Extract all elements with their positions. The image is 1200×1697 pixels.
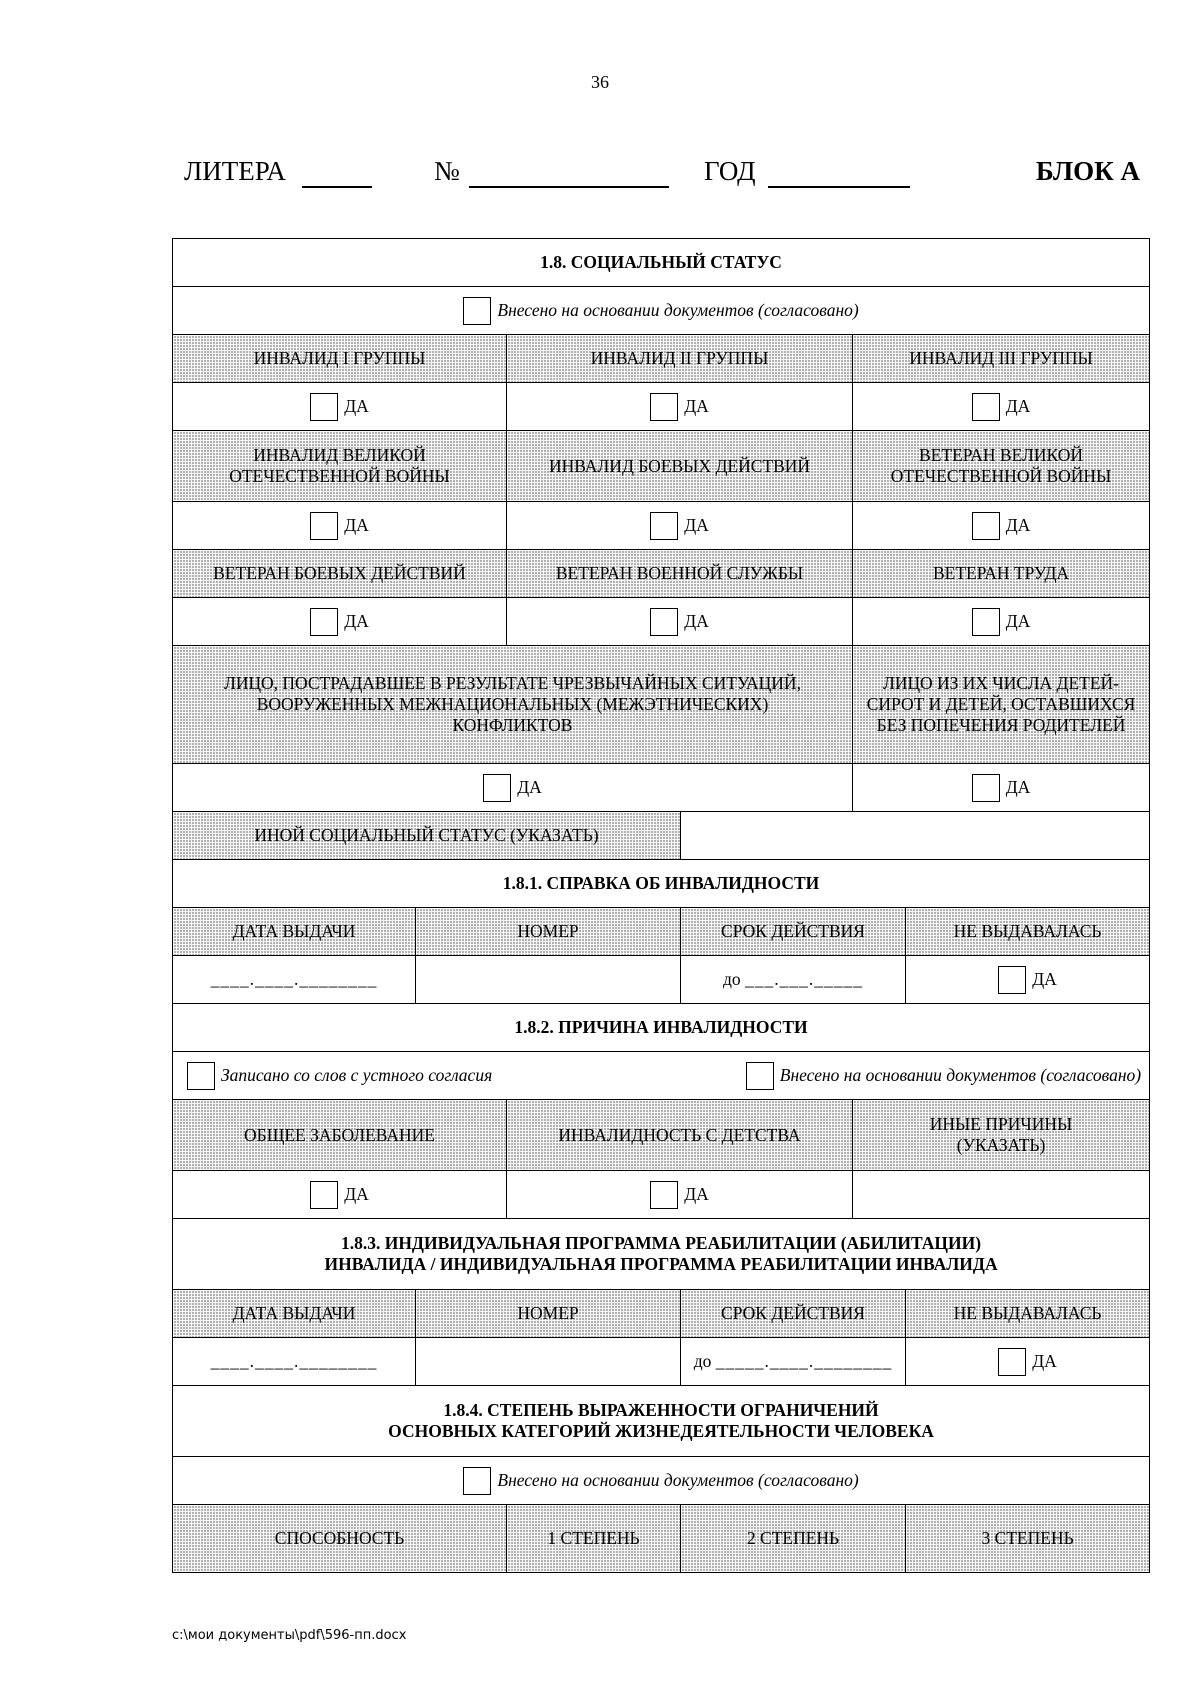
until-blank: _____.____.________	[715, 1351, 893, 1371]
yes-label: ДА	[344, 1184, 369, 1204]
header-labor-veteran: ВЕТЕРАН ТРУДА	[853, 550, 1150, 598]
header-number: НОМЕР	[416, 908, 681, 956]
file-path-footer: c:\мои документы\pdf\596-пп.docx	[172, 1628, 407, 1643]
yes-label: ДА	[1032, 969, 1057, 989]
consent-row	[173, 1052, 1150, 1100]
section-title-1-8-4	[173, 1386, 1150, 1457]
header-ability: СПОСОБНОСТЬ	[173, 1505, 507, 1573]
header-other-reasons: ИНЫЕ ПРИЧИНЫ (УКАЗАТЬ)	[853, 1100, 1150, 1171]
issue-date-field[interactable]	[173, 1338, 416, 1386]
checkbox-documents-limits[interactable]	[463, 1467, 491, 1495]
number-field[interactable]	[469, 186, 669, 188]
checkbox-labor-veteran[interactable]	[972, 608, 1000, 636]
checkbox-not-issued[interactable]	[998, 966, 1026, 994]
social-status-form	[172, 238, 1150, 1573]
litera-label: ЛИТЕРА	[184, 156, 286, 186]
yes-cell	[853, 502, 1150, 550]
header-childhood-disability: ИНВАЛИДНОСТЬ С ДЕТСТВА	[507, 1100, 853, 1171]
header-issue-date: ДАТА ВЫДАЧИ	[173, 908, 416, 956]
title-line-2: ИНВАЛИДА / ИНДИВИДУАЛЬНАЯ ПРОГРАММА РЕАБИЛИТАЦИИ ИНВАЛИДА	[324, 1254, 998, 1274]
yes-label: ДА	[684, 611, 709, 631]
form-header	[184, 156, 1140, 196]
other-status-field[interactable]	[681, 812, 1150, 860]
header-validity: СРОК ДЕЙСТВИЯ	[681, 908, 906, 956]
year-field[interactable]	[768, 186, 910, 188]
number-field[interactable]	[416, 956, 681, 1004]
header-degree-3: 3 СТЕПЕНЬ	[906, 1505, 1150, 1573]
other-reasons-field[interactable]	[853, 1171, 1150, 1219]
validity-field[interactable]	[681, 1338, 906, 1386]
yes-label: ДА	[684, 396, 709, 416]
checkbox-military-veteran[interactable]	[650, 608, 678, 636]
yes-label: ДА	[684, 515, 709, 535]
checkbox-war-disabled[interactable]	[310, 512, 338, 540]
checkbox-war-veteran[interactable]	[972, 512, 1000, 540]
number-label: №	[434, 156, 460, 186]
doc-note-label: Внесено на основании документов (согласовано)	[779, 1065, 1142, 1085]
yes-label: ДА	[1005, 777, 1031, 797]
yes-cell	[906, 1338, 1150, 1386]
yes-cell	[173, 502, 507, 550]
checkbox-documents-reason[interactable]	[746, 1062, 774, 1090]
yes-cell	[173, 764, 853, 812]
block-label: БЛОК А	[1035, 156, 1140, 186]
checkbox-documents[interactable]	[463, 297, 491, 325]
header-war-veteran: ВЕТЕРАН ВЕЛИКОЙ ОТЕЧЕСТВЕННОЙ ВОЙНЫ	[853, 431, 1150, 502]
yes-cell	[853, 383, 1150, 431]
header-war-disabled: ИНВАЛИД ВЕЛИКОЙ ОТЕЧЕСТВЕННОЙ ВОЙНЫ	[173, 431, 507, 502]
yes-cell	[507, 598, 853, 646]
title-line-2: ОСНОВНЫХ КАТЕГОРИЙ ЖИЗНЕДЕЯТЕЛЬНОСТИ ЧЕЛОВЕКА	[388, 1421, 934, 1441]
yes-cell	[507, 502, 853, 550]
yes-label: ДА	[684, 1184, 709, 1204]
yes-cell	[853, 598, 1150, 646]
section-title-1-8-3	[173, 1219, 1150, 1290]
header-combat-disabled: ИНВАЛИД БОЕВЫХ ДЕЙСТВИЙ	[507, 431, 853, 502]
header-military-veteran: ВЕТЕРАН ВОЕННОЙ СЛУЖБЫ	[507, 550, 853, 598]
yes-cell	[853, 764, 1150, 812]
page-number: 36	[591, 72, 609, 92]
yes-label: ДА	[1005, 611, 1031, 631]
section-title-1-8: 1.8. СОЦИАЛЬНЫЙ СТАТУС	[173, 239, 1150, 287]
header-orphan: ЛИЦО ИЗ ИХ ЧИСЛА ДЕТЕЙ-СИРОТ И ДЕТЕЙ, ОСТАВШИХСЯ БЕЗ ПОПЕЧЕНИЯ РОДИТЕЛЕЙ	[853, 646, 1150, 764]
oral-consent-label: Записано со слов с устного согласия	[221, 1065, 493, 1085]
header-general-disease: ОБЩЕЕ ЗАБОЛЕВАНИЕ	[173, 1100, 507, 1171]
yes-label: ДА	[1005, 396, 1031, 416]
header-issue-date: ДАТА ВЫДАЧИ	[173, 1290, 416, 1338]
checkbox-childhood-disability[interactable]	[650, 1181, 678, 1209]
header-disabled-group-2: ИНВАЛИД II ГРУППЫ	[507, 335, 853, 383]
checkbox-disabled-group-2[interactable]	[650, 393, 678, 421]
section-title-1-8-1: 1.8.1. СПРАВКА ОБ ИНВАЛИДНОСТИ	[173, 860, 1150, 908]
yes-cell	[173, 1171, 507, 1219]
yes-label: ДА	[344, 396, 369, 416]
number-field[interactable]	[416, 1338, 681, 1386]
header-other-status: ИНОЙ СОЦИАЛЬНЫЙ СТАТУС (УКАЗАТЬ)	[173, 812, 681, 860]
title-line-1: 1.8.3. ИНДИВИДУАЛЬНАЯ ПРОГРАММА РЕАБИЛИТАЦИИ (АБИЛИТАЦИИ)	[340, 1233, 982, 1253]
yes-label: ДА	[344, 611, 369, 631]
checkbox-combat-disabled[interactable]	[650, 512, 678, 540]
yes-cell	[507, 1171, 853, 1219]
yes-label: ДА	[344, 515, 369, 535]
header-not-issued: НЕ ВЫДАВАЛАСЬ	[906, 1290, 1150, 1338]
checkbox-combat-veteran[interactable]	[310, 608, 338, 636]
checkbox-disabled-group-1[interactable]	[310, 393, 338, 421]
header-disabled-group-1: ИНВАЛИД I ГРУППЫ	[173, 335, 507, 383]
checkbox-emergency-victim[interactable]	[483, 774, 511, 802]
doc-note-label: Внесено на основании документов (согласовано)	[497, 1470, 859, 1490]
checkbox-orphan[interactable]	[972, 774, 1000, 802]
section-title-1-8-2: 1.8.2. ПРИЧИНА ИНВАЛИДНОСТИ	[173, 1004, 1150, 1052]
issue-date-field[interactable]	[173, 956, 416, 1004]
yes-cell	[507, 383, 853, 431]
doc-note-row	[173, 1457, 1150, 1505]
header-not-issued: НЕ ВЫДАВАЛАСЬ	[906, 908, 1150, 956]
litera-field[interactable]	[302, 186, 372, 188]
yes-label: ДА	[1005, 515, 1031, 535]
year-label: ГОД	[704, 156, 756, 186]
yes-cell	[906, 956, 1150, 1004]
checkbox-oral-consent[interactable]	[187, 1062, 215, 1090]
checkbox-disabled-group-3[interactable]	[972, 393, 1000, 421]
until-prefix: до	[722, 969, 741, 989]
yes-cell	[173, 383, 507, 431]
checkbox-general-disease[interactable]	[310, 1181, 338, 1209]
doc-note-row	[173, 287, 1150, 335]
header-degree-1: 1 СТЕПЕНЬ	[507, 1505, 681, 1573]
doc-note-label: Внесено на основании документов (согласовано)	[497, 300, 859, 320]
header-number: НОМЕР	[416, 1290, 681, 1338]
yes-cell	[173, 598, 507, 646]
validity-field[interactable]	[681, 956, 906, 1004]
header-combat-veteran: ВЕТЕРАН БОЕВЫХ ДЕЙСТВИЙ	[173, 550, 507, 598]
header-emergency-victim: ЛИЦО, ПОСТРАДАВШЕЕ В РЕЗУЛЬТАТЕ ЧРЕЗВЫЧАЙНЫХ СИТУАЦИЙ, ВООРУЖЕННЫХ МЕЖНАЦИОНАЛЬНЫХ (МЕЖЭТНИЧЕСКИХ) КОНФЛИКТОВ	[173, 646, 853, 764]
date-blank: ____.____.________	[210, 969, 378, 989]
header-degree-2: 2 СТЕПЕНЬ	[681, 1505, 906, 1573]
date-blank: ____.____.________	[210, 1351, 378, 1371]
until-blank: ___.___._____	[745, 969, 864, 989]
title-line-1: 1.8.4. СТЕПЕНЬ ВЫРАЖЕННОСТИ ОГРАНИЧЕНИЙ	[443, 1400, 879, 1420]
until-prefix: до	[693, 1351, 712, 1371]
checkbox-not-issued-ipr[interactable]	[998, 1348, 1026, 1376]
header-validity: СРОК ДЕЙСТВИЯ	[681, 1290, 906, 1338]
yes-label: ДА	[517, 777, 542, 797]
header-disabled-group-3: ИНВАЛИД III ГРУППЫ	[853, 335, 1150, 383]
yes-label: ДА	[1032, 1351, 1057, 1371]
